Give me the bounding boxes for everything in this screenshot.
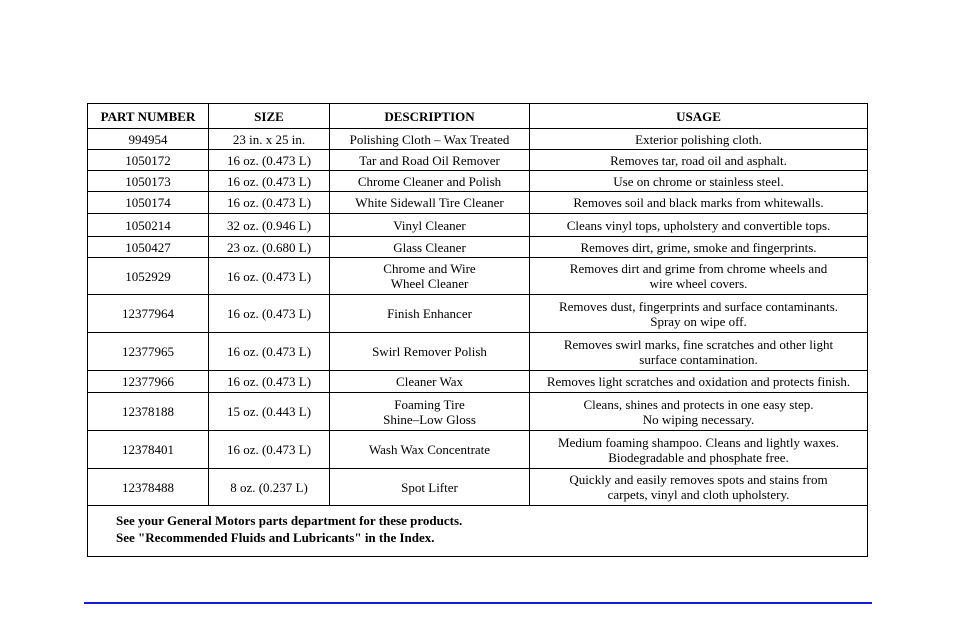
usage-cell-line: Exterior polishing cloth. [635,131,762,147]
description-cell-line: Shine–Low Gloss [383,411,476,427]
usage-cell [530,431,868,469]
table-footer [88,506,868,557]
usage-cell [530,192,868,214]
size-cell: 16 oz. (0.473 L) [209,150,330,171]
usage-cell-line: carpets, vinyl and cloth upholstery. [607,487,790,502]
part-number-cell: 12378488 [88,469,209,506]
part-number-cell: 12377965 [88,333,209,371]
table-row [88,214,868,237]
usage-cell [530,333,868,371]
description-cell [330,150,530,171]
table-row [88,150,868,171]
part-number-cell: 994954 [88,129,209,150]
description-cell-line: Cleaner Wax [396,374,463,389]
table-row [88,237,868,258]
size-cell: 32 oz. (0.946 L) [209,214,330,237]
part-number-cell: 1050172 [88,150,209,171]
description-cell-line: Wheel Cleaner [390,276,469,291]
description-cell-line: Tar and Road Oil Remover [359,152,500,168]
usage-cell [530,171,868,192]
usage-cell-line: Removes swirl marks, fine scratches and other light [563,336,834,352]
description-cell-line: Chrome Cleaner and Polish [357,173,502,189]
part-number-cell: 12378188 [88,393,209,431]
usage-cell [530,295,868,333]
description-cell [330,333,530,371]
description-cell-line: Finish Enhancer [387,306,472,321]
size-cell: 16 oz. (0.473 L) [209,171,330,192]
usage-cell [530,129,868,150]
usage-cell [530,469,868,506]
description-cell [330,469,530,506]
header-size: SIZE [209,104,330,129]
usage-cell-line: No wiping necessary. [642,411,755,427]
description-cell-line: Glass Cleaner [393,239,466,255]
description-cell-line: White Sidewall Tire Cleaner [355,195,504,210]
usage-cell-line: Use on chrome or stainless steel. [613,173,784,189]
size-cell: 8 oz. (0.237 L) [209,469,330,506]
footer-note [88,506,868,557]
usage-cell [530,150,868,171]
description-cell-line: Swirl Remover Polish [372,344,487,359]
size-cell: 23 in. x 25 in. [209,129,330,150]
part-number-cell: 1050427 [88,237,209,258]
usage-cell-line: Removes soil and black marks from whitewalls. [573,195,824,210]
size-cell: 16 oz. (0.473 L) [209,295,330,333]
parts-table [87,103,868,557]
part-number-cell: 1050173 [88,171,209,192]
header-part-number: PART NUMBER [88,104,209,129]
size-cell: 15 oz. (0.443 L) [209,393,330,431]
table-row [88,393,868,431]
usage-cell-line: Removes light scratches and oxidation and protects finish. [546,374,851,389]
usage-cell [530,237,868,258]
usage-cell-line: Spray on wipe off. [650,313,747,329]
size-cell: 16 oz. (0.473 L) [209,431,330,469]
table-row [88,431,868,469]
description-cell [330,214,530,237]
table-row [88,333,868,371]
header-description: DESCRIPTION [330,104,530,129]
footer-row [88,506,868,557]
part-number-cell: 12377966 [88,371,209,393]
usage-cell-line: Quickly and easily removes spots and stains from [569,472,828,487]
table-row [88,295,868,333]
table-row [88,192,868,214]
table-row [88,171,868,192]
footer-line: See "Recommended Fluids and Lubricants" in the Index. [116,530,435,545]
table-body [88,129,868,506]
description-cell-line: Wash Wax Concentrate [368,442,491,457]
table-row [88,371,868,393]
description-cell [330,237,530,258]
description-cell-line: Chrome and Wire [383,261,476,276]
usage-cell-line: Removes dirt and grime from chrome wheels and [569,261,828,276]
size-cell: 16 oz. (0.473 L) [209,258,330,295]
description-cell-line: Polishing Cloth – Wax Treated [349,131,510,147]
usage-cell-line: Removes dust, fingerprints and surface contaminants. [558,298,839,314]
part-number-cell: 12377964 [88,295,209,333]
description-cell [330,295,530,333]
usage-cell-line: Cleans vinyl tops, upholstery and convertible tops. [566,217,831,233]
size-cell: 16 oz. (0.473 L) [209,192,330,214]
description-cell-line: Vinyl Cleaner [393,217,466,233]
usage-cell-line: Cleans, shines and protects in one easy step. [583,396,814,412]
description-cell [330,171,530,192]
table-header [88,104,868,129]
usage-cell-line: Removes dirt, grime, smoke and fingerprints. [580,239,817,255]
description-cell-line: Foaming Tire [394,396,465,412]
size-cell: 16 oz. (0.473 L) [209,371,330,393]
description-cell [330,192,530,214]
usage-cell [530,258,868,295]
usage-cell-line: wire wheel covers. [649,276,748,291]
description-cell [330,431,530,469]
usage-cell [530,371,868,393]
usage-cell-line: surface contamination. [639,351,758,367]
description-cell [330,258,530,295]
table-row [88,469,868,506]
description-cell [330,129,530,150]
usage-cell-line: Medium foaming shampoo. Cleans and lightly waxes. [558,434,839,450]
part-number-cell: 12378401 [88,431,209,469]
header-row [88,104,868,129]
usage-cell-line: Removes tar, road oil and asphalt. [610,152,787,168]
bottom-rule [84,602,872,604]
size-cell: 23 oz. (0.680 L) [209,237,330,258]
table-row [88,129,868,150]
description-cell [330,371,530,393]
footer-line: See your General Motors parts department for these products. [116,513,463,528]
usage-cell-line: Biodegradable and phosphate free. [608,449,789,465]
part-number-cell: 1050174 [88,192,209,214]
usage-cell [530,393,868,431]
part-number-cell: 1052929 [88,258,209,295]
size-cell: 16 oz. (0.473 L) [209,333,330,371]
part-number-cell: 1050214 [88,214,209,237]
description-cell [330,393,530,431]
description-cell-line: Spot Lifter [401,479,458,495]
table-row [88,258,868,295]
usage-cell [530,214,868,237]
header-usage: USAGE [530,104,868,129]
